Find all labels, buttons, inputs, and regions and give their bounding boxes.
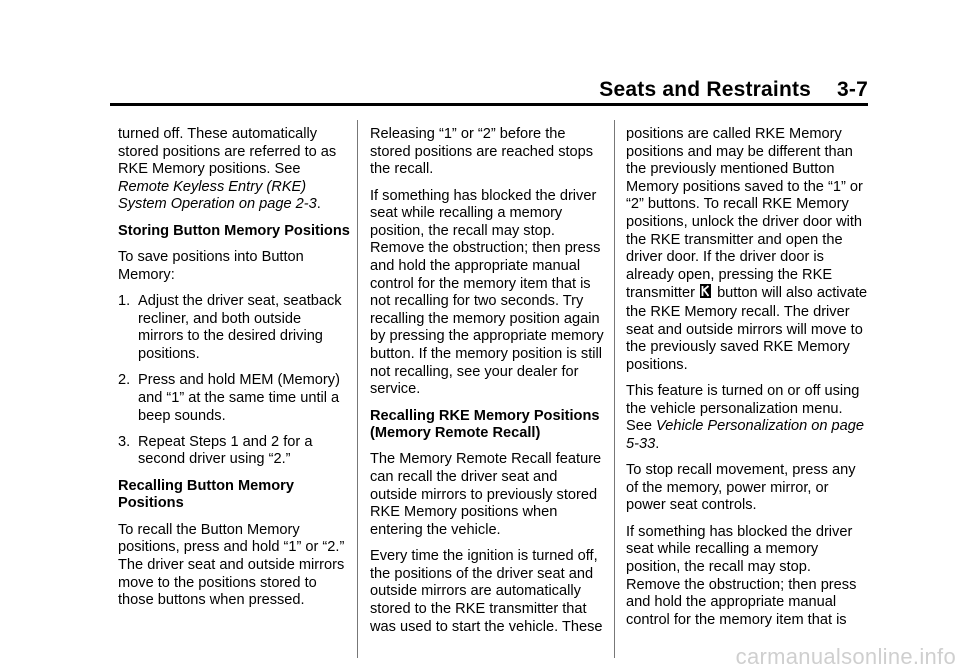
step-text: Press and hold MEM (Memory) and “1” at the same time until a beep sounds. [138, 372, 340, 424]
step-text: Repeat Steps 1 and 2 for a second driver using “2.” [138, 433, 313, 468]
page-number: 3-7 [837, 78, 868, 101]
save-intro: To save positions into Button Memory: [118, 249, 304, 283]
ignition-paragraph: Every time the ignition is turned off, the positions of the driver seat and outside mirrors are automatically stored to the RKE transmitter that was used to start the vehicle. These [370, 548, 603, 635]
step-item [118, 293, 350, 363]
header-rule [110, 103, 868, 106]
intro-text: turned off. These automatically stored positions are referred to as RKE Memory positions. See [118, 126, 337, 178]
personalization-link[interactable]: Vehicle Personalization on page 5-33 [626, 418, 864, 452]
column-divider [614, 120, 615, 658]
step-number: 3. [118, 433, 131, 450]
key-unlock-icon [700, 284, 711, 304]
section-title: Seats and Restraints [599, 78, 812, 101]
personalization-text: This feature is turned on or off using the vehicle personalization menu. See [626, 383, 860, 435]
rke-positions-paragraph [626, 126, 868, 374]
personalization-end: . [655, 435, 660, 452]
heading-rke-recall: Recalling RKE Memory Positions (Memory Remote Recall) [370, 407, 600, 442]
step-number: 1. [118, 293, 131, 310]
rke-reference-link[interactable]: Remote Keyless Entry (RKE) System Operation on page 2-3 [118, 178, 317, 213]
step-number: 2. [118, 372, 131, 389]
column-3 [626, 126, 868, 638]
rke-text-b: button will also activate the RKE Memory recall. The driver seat and outside mirrors will move to the previously saved RKE Memory positions. [626, 285, 868, 373]
heading-recalling: Recalling Button Memory Positions [118, 477, 294, 512]
step-text: Adjust the driver seat, seatback recliner, and both outside mirrors to the desired driving positions. [138, 293, 342, 362]
remote-recall-paragraph: The Memory Remote Recall feature can recall the driver seat and outside mirrors to previously stored RKE Memory positions when entering the vehicle. [370, 451, 602, 538]
header-title [599, 78, 868, 102]
column-2 [370, 126, 608, 645]
release-paragraph: Releasing “1” or “2” before the stored positions are reached stops the recall. [370, 126, 594, 178]
recall-paragraph: To recall the Button Memory positions, press and hold “1” or “2.” The driver seat and outside mirrors move to the positions stored to those buttons when pressed. [118, 521, 345, 609]
intro-paragraph [118, 126, 350, 214]
column-1 [118, 126, 350, 619]
intro-end: . [316, 196, 321, 213]
rke-text-a: positions are called RKE Memory positions and may be different than the previously mentioned Button Memory positions saved to the “1” or “2” buttons. To recall RKE Memory positions, unlock the driver door with the RKE transmitter and open the driver door. If the driver door is already open, pressing the RKE transmitter [626, 126, 863, 302]
personalization-paragraph [626, 383, 868, 453]
step-item [118, 434, 350, 469]
stop-recall-paragraph: To stop recall movement, press any of the memory, power mirror, or power seat controls. [626, 462, 856, 514]
step-item [118, 372, 350, 425]
column-divider [357, 120, 358, 658]
heading-storing: Storing Button Memory Positions [118, 222, 350, 239]
watermark: carmanualsonline.info [735, 644, 956, 669]
blocked-paragraph: If something has blocked the driver seat while recalling a memory position, the recall may stop. Remove the obstruction; then press and hold the appropriate manual control for the memory item that is not recalling for two seconds. Try recalling the memory position again by pressing the appropriate memory button. If the memory position is still not recalling, see your dealer for service. [370, 187, 604, 398]
blocked-paragraph-2: If something has blocked the driver seat while recalling a memory position, the recall may stop. Remove the obstruction; then press and hold the appropriate manual control for the memory item that is [626, 523, 857, 628]
